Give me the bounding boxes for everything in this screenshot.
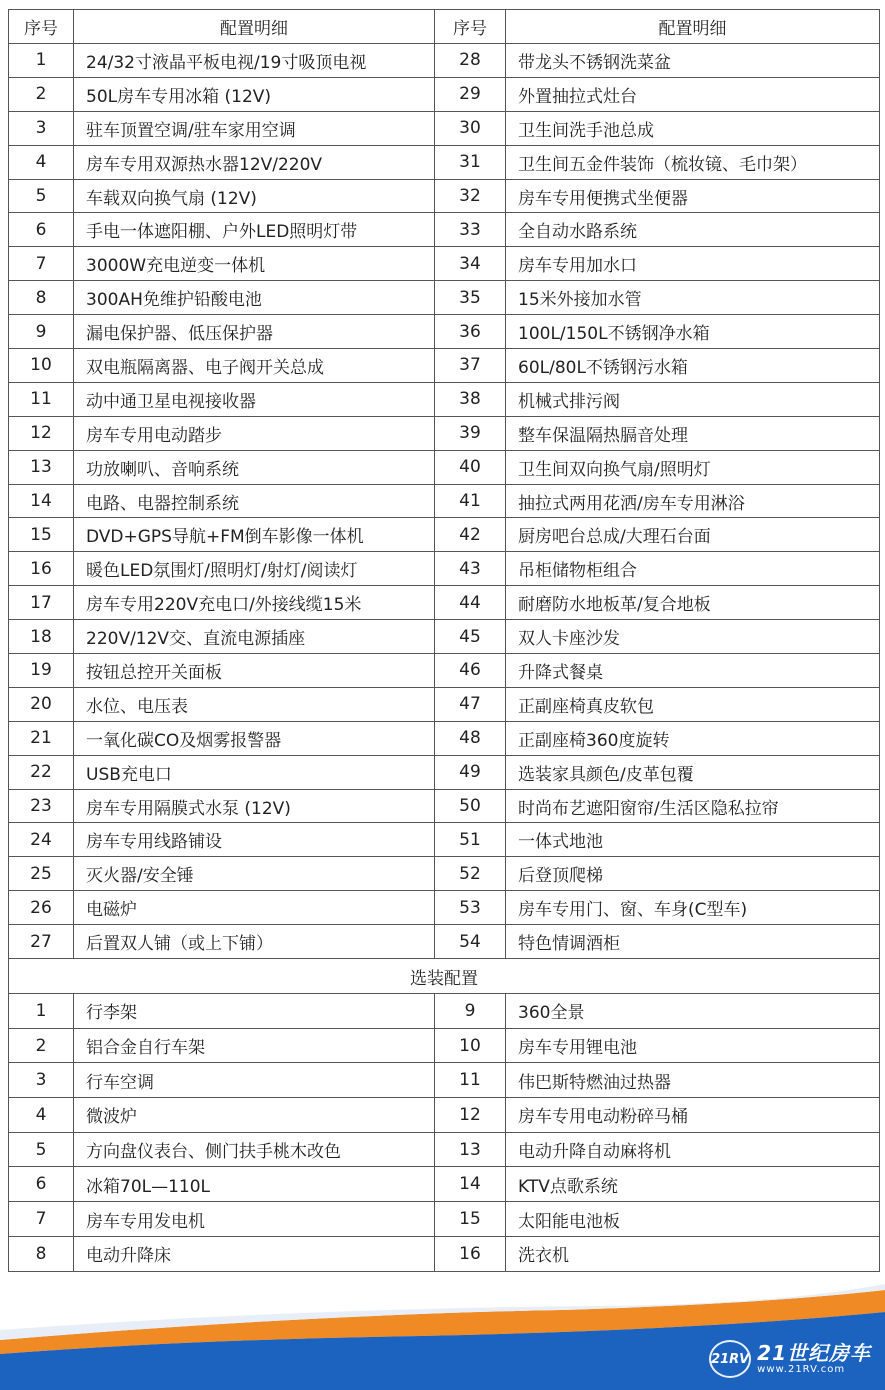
item-detail: 房车专用电动粉碎马桶: [506, 1098, 880, 1133]
table-row: [9, 111, 880, 145]
col-header-number: 序号: [9, 10, 74, 44]
item-number: 40: [435, 450, 506, 484]
item-detail: 卫生间五金件装饰（梳妆镜、毛巾架）: [506, 145, 880, 179]
item-detail: 房车专用门、窗、车身(C型车): [506, 891, 880, 925]
item-number: 1: [9, 994, 74, 1029]
item-number: 25: [9, 857, 74, 891]
table-row: [9, 281, 880, 315]
item-detail: 漏电保护器、低压保护器: [74, 315, 435, 349]
item-detail: 微波炉: [74, 1098, 435, 1133]
item-detail: 一氧化碳CO及烟雾报警器: [74, 721, 435, 755]
item-number: 8: [9, 281, 74, 315]
table-row: [9, 1028, 880, 1063]
item-detail: 冰箱70L—110L: [74, 1167, 435, 1202]
item-number: 6: [9, 213, 74, 247]
item-detail: 厨房吧台总成/大理石台面: [506, 518, 880, 552]
item-number: 34: [435, 247, 506, 281]
footer-band: [0, 1270, 885, 1390]
table-row: [9, 416, 880, 450]
item-detail: 耐磨防水地板革/复合地板: [506, 586, 880, 620]
item-number: 49: [435, 755, 506, 789]
item-number: 23: [9, 789, 74, 823]
item-detail: 房车专用发电机: [74, 1202, 435, 1237]
item-number: 51: [435, 823, 506, 857]
config-table: [8, 9, 880, 1272]
item-number: 50: [435, 789, 506, 823]
table-row: [9, 247, 880, 281]
item-detail: 双电瓶隔离器、电子阀开关总成: [74, 349, 435, 383]
item-detail: 伟巴斯特燃油过热器: [506, 1063, 880, 1098]
item-number: 3: [9, 111, 74, 145]
item-number: 30: [435, 111, 506, 145]
item-detail: 外置抽拉式灶台: [506, 77, 880, 111]
item-detail: 按钮总控开关面板: [74, 654, 435, 688]
item-detail: 3000W充电逆变一体机: [74, 247, 435, 281]
item-number: 29: [435, 77, 506, 111]
table-row: [9, 382, 880, 416]
table-row: [9, 450, 880, 484]
item-detail: 抽拉式两用花洒/房车专用淋浴: [506, 484, 880, 518]
item-number: 2: [9, 77, 74, 111]
item-number: 9: [435, 994, 506, 1029]
item-number: 11: [9, 382, 74, 416]
item-detail: 房车专用双源热水器12V/220V: [74, 145, 435, 179]
item-detail: 洗衣机: [506, 1236, 880, 1271]
table-row: [9, 77, 880, 111]
item-detail: 后登顶爬梯: [506, 857, 880, 891]
table-row: [9, 1063, 880, 1098]
item-detail: 方向盘仪表台、侧门扶手桃木改色: [74, 1132, 435, 1167]
item-number: 5: [9, 179, 74, 213]
item-detail: 选装家具颜色/皮革包覆: [506, 755, 880, 789]
table-row: [9, 213, 880, 247]
table-row: [9, 315, 880, 349]
table-row: [9, 891, 880, 925]
item-detail: 暖色LED氛围灯/照明灯/射灯/阅读灯: [74, 552, 435, 586]
table-header-row: [9, 10, 880, 44]
table-row: [9, 823, 880, 857]
standard-config-body: [9, 44, 880, 959]
table-row: [9, 654, 880, 688]
item-detail: 后置双人铺（或上下铺）: [74, 925, 435, 959]
item-number: 28: [435, 44, 506, 78]
item-detail: 吊柜储物柜组合: [506, 552, 880, 586]
item-detail: 房车专用线路铺设: [74, 823, 435, 857]
table-row: [9, 518, 880, 552]
item-detail: 特色情调酒柜: [506, 925, 880, 959]
item-number: 3: [9, 1063, 74, 1098]
item-detail: 24/32寸液晶平板电视/19寸吸顶电视: [74, 44, 435, 78]
item-number: 24: [9, 823, 74, 857]
item-detail: 房车专用锂电池: [506, 1028, 880, 1063]
logo-title: 21世纪房车: [757, 1341, 871, 1365]
item-detail: KTV点歌系统: [506, 1167, 880, 1202]
table-row: [9, 1236, 880, 1271]
item-detail: 正副座椅真皮软包: [506, 687, 880, 721]
item-number: 44: [435, 586, 506, 620]
item-detail: 电动升降自动麻将机: [506, 1132, 880, 1167]
item-number: 37: [435, 349, 506, 383]
item-number: 33: [435, 213, 506, 247]
item-number: 15: [9, 518, 74, 552]
table-row: [9, 755, 880, 789]
item-detail: DVD+GPS导航+FM倒车影像一体机: [74, 518, 435, 552]
item-detail: 15米外接加水管: [506, 281, 880, 315]
table-row: [9, 552, 880, 586]
item-detail: 220V/12V交、直流电源插座: [74, 620, 435, 654]
item-detail: 车载双向换气扇 (12V): [74, 179, 435, 213]
item-number: 20: [9, 687, 74, 721]
table-row: [9, 1167, 880, 1202]
item-number: 13: [435, 1132, 506, 1167]
item-detail: 电动升降床: [74, 1236, 435, 1271]
item-detail: 100L/150L不锈钢净水箱: [506, 315, 880, 349]
item-number: 41: [435, 484, 506, 518]
item-detail: 全自动水路系统: [506, 213, 880, 247]
item-number: 7: [9, 247, 74, 281]
item-detail: 正副座椅360度旋转: [506, 721, 880, 755]
optional-section: [9, 959, 880, 994]
item-detail: 一体式地池: [506, 823, 880, 857]
item-detail: 房车专用隔膜式水泵 (12V): [74, 789, 435, 823]
col-header-detail-2: 配置明细: [506, 10, 880, 44]
table-row: [9, 925, 880, 959]
table-row: [9, 44, 880, 78]
item-detail: 房车专用电动踏步: [74, 416, 435, 450]
item-number: 2: [9, 1028, 74, 1063]
item-number: 12: [435, 1098, 506, 1133]
item-number: 15: [435, 1202, 506, 1237]
item-number: 46: [435, 654, 506, 688]
table-row: [9, 687, 880, 721]
item-number: 1: [9, 44, 74, 78]
item-detail: 机械式排污阀: [506, 382, 880, 416]
item-detail: 房车专用便携式坐便器: [506, 179, 880, 213]
item-number: 18: [9, 620, 74, 654]
item-number: 10: [9, 349, 74, 383]
item-number: 36: [435, 315, 506, 349]
item-number: 16: [435, 1236, 506, 1271]
item-number: 43: [435, 552, 506, 586]
col-header-number-2: 序号: [435, 10, 506, 44]
item-detail: 动中通卫星电视接收器: [74, 382, 435, 416]
item-number: 22: [9, 755, 74, 789]
item-detail: 双人卡座沙发: [506, 620, 880, 654]
item-number: 4: [9, 145, 74, 179]
item-detail: 360全景: [506, 994, 880, 1029]
item-number: 19: [9, 654, 74, 688]
item-detail: 房车专用220V充电口/外接线缆15米: [74, 586, 435, 620]
item-number: 16: [9, 552, 74, 586]
item-number: 39: [435, 416, 506, 450]
site-logo[interactable]: [709, 1340, 871, 1378]
item-number: 8: [9, 1236, 74, 1271]
item-number: 42: [435, 518, 506, 552]
table-row: [9, 145, 880, 179]
item-number: 5: [9, 1132, 74, 1167]
item-detail: 铝合金自行车架: [74, 1028, 435, 1063]
item-number: 31: [435, 145, 506, 179]
item-number: 11: [435, 1063, 506, 1098]
item-detail: 太阳能电池板: [506, 1202, 880, 1237]
item-number: 26: [9, 891, 74, 925]
item-detail: 50L房车专用冰箱 (12V): [74, 77, 435, 111]
item-detail: 60L/80L不锈钢污水箱: [506, 349, 880, 383]
table-row: [9, 620, 880, 654]
item-detail: 卫生间双向换气扇/照明灯: [506, 450, 880, 484]
item-number: 53: [435, 891, 506, 925]
table-row: [9, 857, 880, 891]
item-number: 47: [435, 687, 506, 721]
item-number: 14: [435, 1167, 506, 1202]
optional-title-row: [9, 959, 880, 994]
item-number: 21: [9, 721, 74, 755]
item-detail: 手电一体遮阳棚、户外LED照明灯带: [74, 213, 435, 247]
table-row: [9, 349, 880, 383]
table-row: [9, 586, 880, 620]
item-detail: 卫生间洗手池总成: [506, 111, 880, 145]
optional-title: 选装配置: [9, 959, 880, 994]
item-number: 6: [9, 1167, 74, 1202]
item-detail: 行车空调: [74, 1063, 435, 1098]
table-row: [9, 179, 880, 213]
item-detail: 电路、电器控制系统: [74, 484, 435, 518]
item-number: 10: [435, 1028, 506, 1063]
item-number: 35: [435, 281, 506, 315]
item-detail: 功放喇叭、音响系统: [74, 450, 435, 484]
item-number: 54: [435, 925, 506, 959]
logo-url: www.21RV.com: [757, 1364, 846, 1375]
item-number: 13: [9, 450, 74, 484]
item-detail: USB充电口: [74, 755, 435, 789]
item-number: 32: [435, 179, 506, 213]
item-number: 17: [9, 586, 74, 620]
item-number: 27: [9, 925, 74, 959]
item-detail: 整车保温隔热膈音处理: [506, 416, 880, 450]
col-header-detail: 配置明细: [74, 10, 435, 44]
item-detail: 行李架: [74, 994, 435, 1029]
item-number: 45: [435, 620, 506, 654]
table-row: [9, 994, 880, 1029]
item-number: 7: [9, 1202, 74, 1237]
item-detail: 水位、电压表: [74, 687, 435, 721]
table-row: [9, 789, 880, 823]
item-number: 14: [9, 484, 74, 518]
item-detail: 升降式餐桌: [506, 654, 880, 688]
item-number: 12: [9, 416, 74, 450]
item-detail: 带龙头不锈钢洗菜盆: [506, 44, 880, 78]
logo-badge: 21RV: [709, 1340, 751, 1378]
item-detail: 300AH免维护铅酸电池: [74, 281, 435, 315]
table-row: [9, 1202, 880, 1237]
item-detail: 时尚布艺遮阳窗帘/生活区隐私拉帘: [506, 789, 880, 823]
item-number: 52: [435, 857, 506, 891]
item-detail: 电磁炉: [74, 891, 435, 925]
table-row: [9, 1132, 880, 1167]
item-number: 38: [435, 382, 506, 416]
table-row: [9, 484, 880, 518]
optional-config-body: [9, 994, 880, 1272]
item-number: 4: [9, 1098, 74, 1133]
item-number: 9: [9, 315, 74, 349]
item-detail: 驻车顶置空调/驻车家用空调: [74, 111, 435, 145]
item-detail: 灭火器/安全锤: [74, 857, 435, 891]
item-detail: 房车专用加水口: [506, 247, 880, 281]
table-row: [9, 1098, 880, 1133]
item-number: 48: [435, 721, 506, 755]
table-row: [9, 721, 880, 755]
